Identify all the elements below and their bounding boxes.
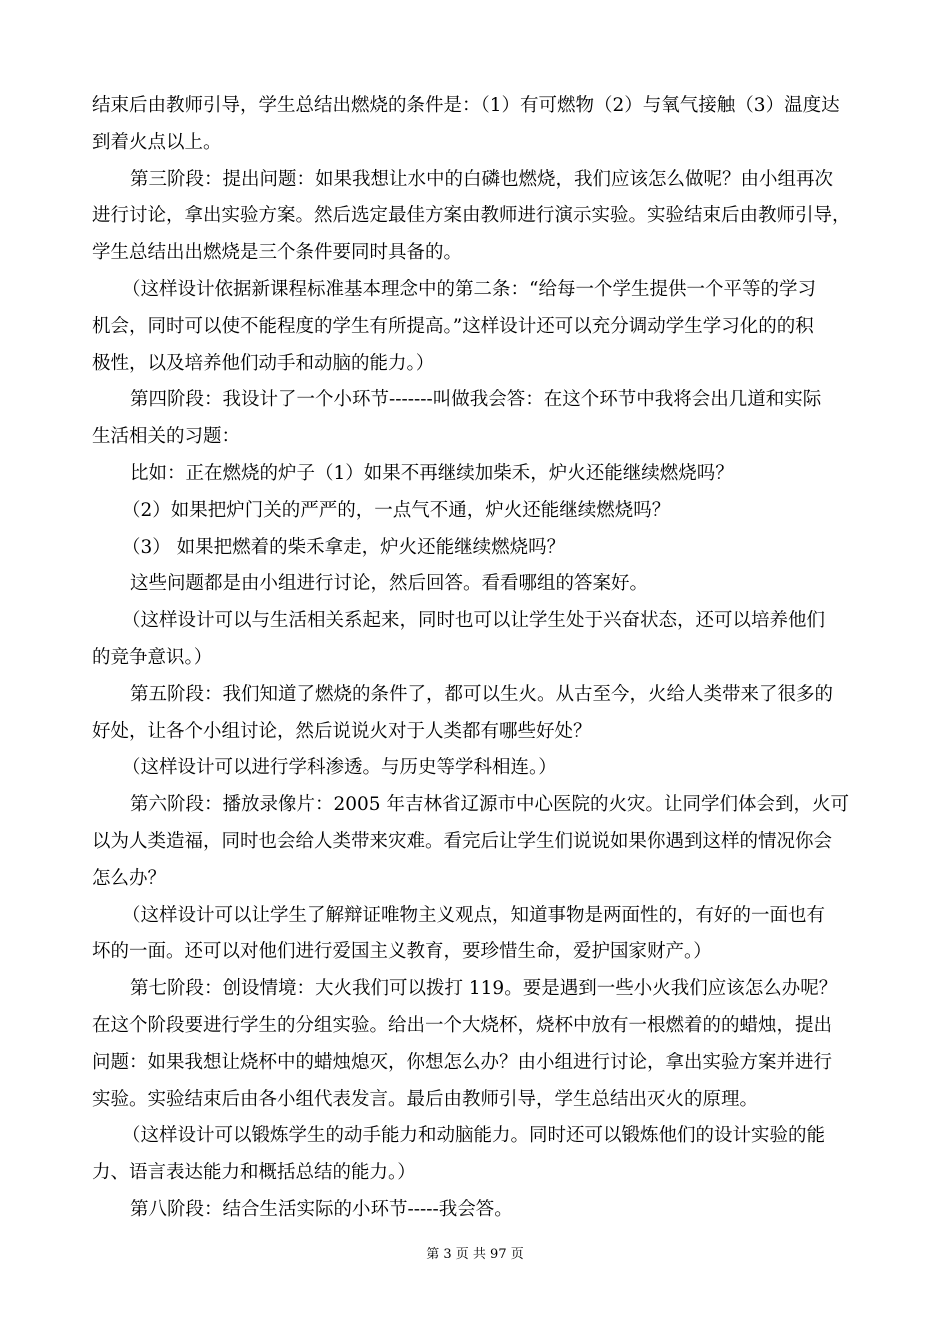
page-number-footer: 第 3 页 共 97 页 — [426, 1247, 524, 1262]
text-line: 怎么办？ — [92, 867, 167, 889]
example-question-1: 比如：正在燃烧的炉子（1）如果不再继续加柴禾，炉火还能继续燃烧吗？ — [130, 462, 734, 484]
paragraph-stage-4: 第四阶段：我设计了一个小环节-------叫做我会答：在这个环节中我将会出几道和实际 — [130, 389, 822, 411]
paragraph-stage-7: 第七阶段：创设情境：大火我们可以拨打 119。要是遇到一些小火我们应该怎么办呢？ — [130, 978, 838, 1000]
text-line: 进行讨论，拿出实验方案。然后选定最佳方案由教师进行演示实验。实验结束后由教师引导， — [92, 205, 851, 227]
text-line: 结束后由教师引导，学生总结出燃烧的条件是：（1）有可燃物（2）与氧气接触（3）温度达 — [92, 95, 840, 116]
document-body — [92, 93, 860, 1234]
design-note: （这样设计可以进行学科渗透。与历史等学科相连。） — [122, 757, 557, 779]
paragraph-stage-3: 第三阶段：提出问题：如果我想让水中的白磷也燃烧，我们应该怎么做呢？由小组再次 — [130, 168, 834, 190]
text-line: 的竞争意识。） — [92, 646, 213, 668]
text-line: 以为人类造福，同时也会给人类带来灾难。看完后让学生们说说如果你遇到这样的情况你会 — [92, 830, 833, 852]
paragraph-stage-6: 第六阶段：播放录像片：2005 年吉林省辽源市中心医院的火灾。让同学们体会到，火可 — [130, 794, 849, 816]
text-line: 好处，让各个小组讨论，然后说说火对于人类都有哪些好处？ — [92, 720, 592, 742]
paragraph-stage-5: 第五阶段：我们知道了燃烧的条件了，都可以生火。从古至今，火给人类带来了很多的 — [130, 683, 834, 705]
text-line: 学生总结出出燃烧是三个条件要同时具备的。 — [92, 242, 463, 264]
design-note: （这样设计可以与生活相关系起来，同时也可以让学生处于兴奋状态，还可以培养他们 — [122, 610, 826, 632]
text-line: 问题：如果我想让烧杯中的蜡烛熄灭，你想怎么办？由小组进行讨论，拿出实验方案并进行 — [92, 1051, 833, 1073]
text-line: 到着火点以上。 — [92, 131, 222, 153]
paragraph-stage-8: 第八阶段：结合生活实际的小环节-----我会答。 — [130, 1198, 513, 1220]
design-note: （这样设计可以让学生了解辩证唯物主义观点，知道事物是两面性的，有好的一面也有 — [122, 904, 826, 926]
design-note: （这样设计依据新课程标准基本理念中的第二条：“给每一个学生提供一个平等的学习 — [122, 278, 816, 300]
text-line: 坏的一面。还可以对他们进行爱国主义教育，要珍惜生命，爱护国家财产。） — [92, 941, 712, 963]
design-note: （这样设计可以锻炼学生的动手能力和动脑能力。同时还可以锻炼他们的设计实验的能 — [122, 1125, 826, 1147]
text-line: 极性，以及培养他们动手和动脑的能力。） — [92, 352, 435, 374]
text-line: 这些问题都是由小组进行讨论，然后回答。看看哪组的答案好。 — [130, 573, 649, 595]
example-question-3: （3） 如果把燃着的柴禾拿走，炉火还能继续燃烧吗？ — [122, 536, 566, 558]
example-question-2: （2）如果把炉门关的严严的，一点气不通，炉火还能继续燃烧吗？ — [122, 499, 671, 521]
text-line: 在这个阶段要进行学生的分组实验。给出一个大烧杯，烧杯中放有一根燃着的的蜡烛，提出 — [92, 1014, 833, 1036]
text-line: 力、语言表达能力和概括总结的能力。） — [92, 1162, 416, 1184]
text-line: 生活相关的习题： — [92, 426, 241, 448]
text-line: 机会，同时可以使不能程度的学生有所提高。”这样设计还可以充分调动学生学习化的的积 — [92, 315, 814, 337]
text-line: 实验。实验结束后由各小组代表发言。最后由教师引导，学生总结出灭火的原理。 — [92, 1088, 759, 1110]
